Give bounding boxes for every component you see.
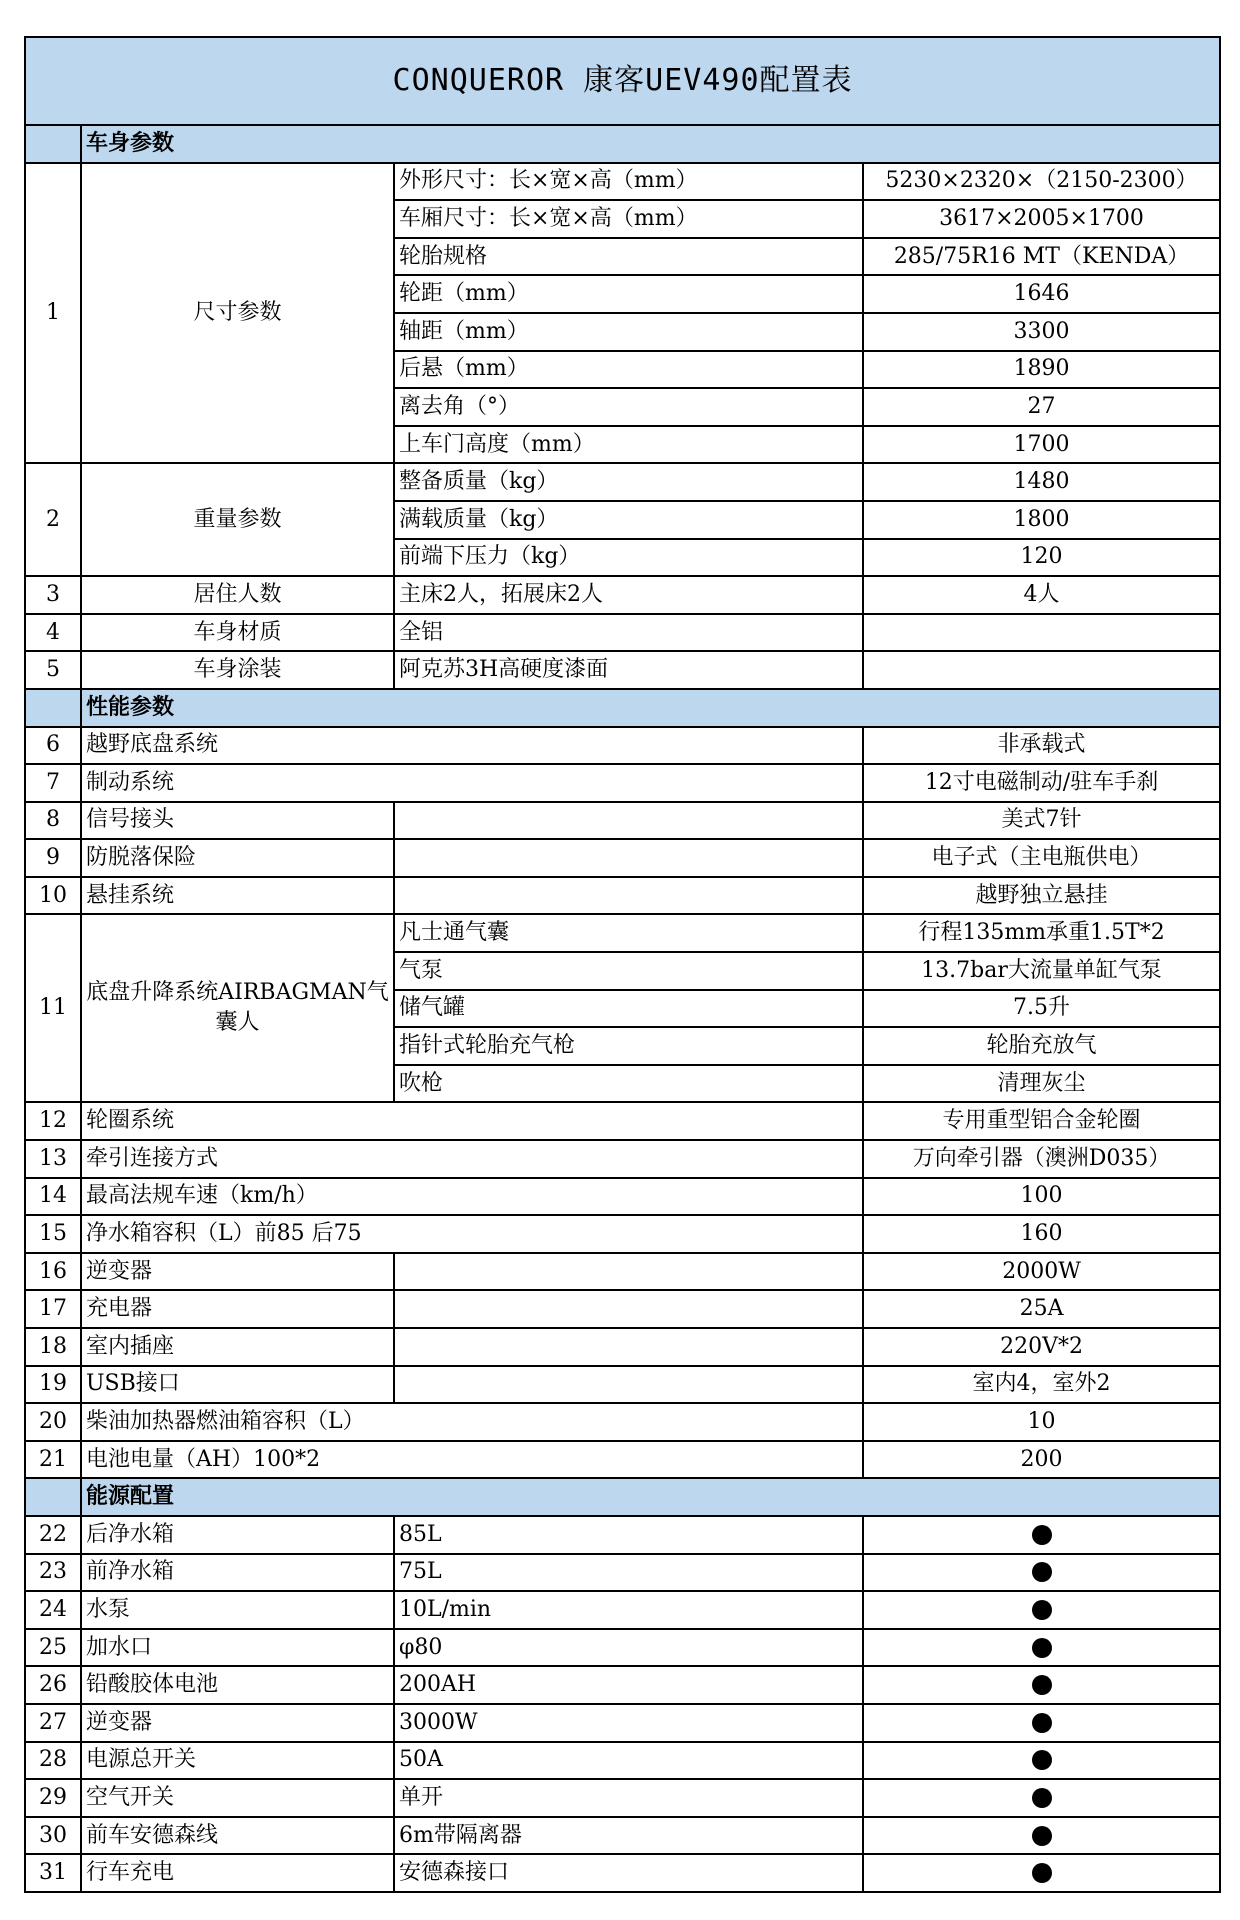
row-number: 19 bbox=[25, 1366, 81, 1404]
row-name: 车身材质 bbox=[81, 614, 394, 652]
param-name: 外形尺寸：长×宽×高（mm） bbox=[394, 163, 863, 201]
param-value: 13.7bar大流量单缸气泵 bbox=[863, 952, 1220, 990]
row-spec bbox=[394, 1253, 863, 1291]
row-spec: 6m带隔离器 bbox=[394, 1817, 863, 1855]
row-value: 25A bbox=[863, 1290, 1220, 1328]
row-number: 10 bbox=[25, 877, 81, 915]
param-name: 轮距（mm） bbox=[394, 275, 863, 313]
param-name: 指针式轮胎充气枪 bbox=[394, 1027, 863, 1065]
included-dot bbox=[863, 1817, 1220, 1855]
page-title: CONQUEROR 康客UEV490配置表 bbox=[25, 37, 1220, 125]
row-name: 制动系统 bbox=[81, 764, 863, 802]
performance-row bbox=[25, 1366, 1220, 1404]
param-name: 整备质量（kg） bbox=[394, 463, 863, 501]
row-name: 充电器 bbox=[81, 1290, 394, 1328]
param-name: 气泵 bbox=[394, 952, 863, 990]
param-value: 1890 bbox=[863, 351, 1220, 389]
row-number: 8 bbox=[25, 802, 81, 840]
included-dot-icon bbox=[1032, 1525, 1052, 1545]
included-dot-icon bbox=[1032, 1562, 1052, 1582]
row-number: 11 bbox=[25, 914, 81, 1102]
included-dot bbox=[863, 1742, 1220, 1780]
row-number: 24 bbox=[25, 1591, 81, 1629]
row-name: 前车安德森线 bbox=[81, 1817, 394, 1855]
included-dot bbox=[863, 1629, 1220, 1667]
performance-row bbox=[25, 764, 1220, 802]
row-number: 4 bbox=[25, 614, 81, 652]
row-number: 9 bbox=[25, 839, 81, 877]
row-number: 27 bbox=[25, 1704, 81, 1742]
row-value bbox=[863, 614, 1220, 652]
row-number: 14 bbox=[25, 1178, 81, 1216]
row-number: 20 bbox=[25, 1403, 81, 1441]
param-name: 凡士通气囊 bbox=[394, 914, 863, 952]
row-name: 最高法规车速（km/h） bbox=[81, 1178, 863, 1216]
energy-row bbox=[25, 1666, 1220, 1704]
performance-row bbox=[25, 1140, 1220, 1178]
param-value: 7.5升 bbox=[863, 990, 1220, 1028]
param-value: 行程135mm承重1.5T*2 bbox=[863, 914, 1220, 952]
param-value: 3300 bbox=[863, 313, 1220, 351]
param-value: 1646 bbox=[863, 275, 1220, 313]
performance-row bbox=[25, 877, 1220, 915]
row-value: 室内4，室外2 bbox=[863, 1366, 1220, 1404]
param-name: 前端下压力（kg） bbox=[394, 539, 863, 577]
section-row bbox=[25, 125, 1220, 163]
param-name: 轮胎规格 bbox=[394, 238, 863, 276]
row-value: 专用重型铝合金轮圈 bbox=[863, 1102, 1220, 1140]
section-index-cell bbox=[25, 1478, 81, 1516]
row-name: USB接口 bbox=[81, 1366, 394, 1404]
row-name: 逆变器 bbox=[81, 1253, 394, 1291]
performance-row bbox=[25, 1328, 1220, 1366]
size-group-row bbox=[25, 163, 1220, 201]
param-name: 储气罐 bbox=[394, 990, 863, 1028]
performance-row bbox=[25, 1215, 1220, 1253]
row-name: 居住人数 bbox=[81, 576, 394, 614]
included-dot bbox=[863, 1666, 1220, 1704]
row-spec: 3000W bbox=[394, 1704, 863, 1742]
param-name: 满载质量（kg） bbox=[394, 501, 863, 539]
row-name: 加水口 bbox=[81, 1629, 394, 1667]
row-name: 悬挂系统 bbox=[81, 877, 394, 915]
row-spec: 200AH bbox=[394, 1666, 863, 1704]
row-number: 17 bbox=[25, 1290, 81, 1328]
weight-group-row bbox=[25, 463, 1220, 501]
row-spec bbox=[394, 1290, 863, 1328]
row-name: 电池电量（AH）100*2 bbox=[81, 1441, 863, 1479]
row-number: 3 bbox=[25, 576, 81, 614]
energy-row bbox=[25, 1704, 1220, 1742]
row-name: 柴油加热器燃油箱容积（L） bbox=[81, 1403, 863, 1441]
row-detail: 全铝 bbox=[394, 614, 863, 652]
section-title: 性能参数 bbox=[81, 689, 1220, 727]
row-number: 25 bbox=[25, 1629, 81, 1667]
param-value: 120 bbox=[863, 539, 1220, 577]
row-number: 1 bbox=[25, 163, 81, 464]
energy-row bbox=[25, 1629, 1220, 1667]
row-spec: 10L/min bbox=[394, 1591, 863, 1629]
param-value: 285/75R16 MT（KENDA） bbox=[863, 238, 1220, 276]
included-dot-icon bbox=[1032, 1826, 1052, 1846]
energy-row bbox=[25, 1854, 1220, 1892]
included-dot-icon bbox=[1032, 1638, 1052, 1658]
row-spec: 安德森接口 bbox=[394, 1854, 863, 1892]
param-value: 1800 bbox=[863, 501, 1220, 539]
param-value: 轮胎充放气 bbox=[863, 1027, 1220, 1065]
included-dot bbox=[863, 1704, 1220, 1742]
body-row bbox=[25, 651, 1220, 689]
row-name: 防脱落保险 bbox=[81, 839, 394, 877]
row-detail: 阿克苏3H高硬度漆面 bbox=[394, 651, 863, 689]
row-value: 10 bbox=[863, 1403, 1220, 1441]
performance-row bbox=[25, 802, 1220, 840]
row-spec: 85L bbox=[394, 1516, 863, 1554]
row-value: 2000W bbox=[863, 1253, 1220, 1291]
row-number: 13 bbox=[25, 1140, 81, 1178]
row-spec: 75L bbox=[394, 1554, 863, 1592]
performance-row bbox=[25, 1403, 1220, 1441]
row-value: 220V*2 bbox=[863, 1328, 1220, 1366]
row-name: 行车充电 bbox=[81, 1854, 394, 1892]
energy-row bbox=[25, 1817, 1220, 1855]
section-index-cell bbox=[25, 689, 81, 727]
row-number: 21 bbox=[25, 1441, 81, 1479]
included-dot-icon bbox=[1032, 1750, 1052, 1770]
param-name: 离去角（°） bbox=[394, 388, 863, 426]
row-name: 逆变器 bbox=[81, 1704, 394, 1742]
row-name: 越野底盘系统 bbox=[81, 727, 863, 765]
energy-row bbox=[25, 1742, 1220, 1780]
size-group-label: 尺寸参数 bbox=[81, 163, 394, 464]
row-name: 信号接头 bbox=[81, 802, 394, 840]
row-name: 牵引连接方式 bbox=[81, 1140, 863, 1178]
performance-row bbox=[25, 1441, 1220, 1479]
row-spec: 单开 bbox=[394, 1779, 863, 1817]
row-name: 室内插座 bbox=[81, 1328, 394, 1366]
energy-row bbox=[25, 1591, 1220, 1629]
included-dot bbox=[863, 1554, 1220, 1592]
row-value: 电子式（主电瓶供电） bbox=[863, 839, 1220, 877]
body-row bbox=[25, 614, 1220, 652]
row-value: 非承载式 bbox=[863, 727, 1220, 765]
param-name: 后悬（mm） bbox=[394, 351, 863, 389]
row-spec bbox=[394, 802, 863, 840]
row-number: 2 bbox=[25, 463, 81, 576]
row-spec: φ80 bbox=[394, 1629, 863, 1667]
row-number: 15 bbox=[25, 1215, 81, 1253]
param-value: 3617×2005×1700 bbox=[863, 200, 1220, 238]
row-value: 100 bbox=[863, 1178, 1220, 1216]
weight-group-label: 重量参数 bbox=[81, 463, 394, 576]
row-value: 160 bbox=[863, 1215, 1220, 1253]
param-value: 1700 bbox=[863, 426, 1220, 464]
row-number: 23 bbox=[25, 1554, 81, 1592]
row-name: 电源总开关 bbox=[81, 1742, 394, 1780]
row-name: 水泵 bbox=[81, 1591, 394, 1629]
row-number: 7 bbox=[25, 764, 81, 802]
config-table bbox=[24, 36, 1221, 1893]
row-number: 16 bbox=[25, 1253, 81, 1291]
row-value: 越野独立悬挂 bbox=[863, 877, 1220, 915]
row-spec bbox=[394, 877, 863, 915]
row-value: 4人 bbox=[863, 576, 1220, 614]
param-value: 清理灰尘 bbox=[863, 1065, 1220, 1103]
param-value: 5230×2320×（2150-2300） bbox=[863, 163, 1220, 201]
included-dot bbox=[863, 1591, 1220, 1629]
section-row bbox=[25, 689, 1220, 727]
row-detail: 主床2人，拓展床2人 bbox=[394, 576, 863, 614]
row-number: 26 bbox=[25, 1666, 81, 1704]
param-name: 轴距（mm） bbox=[394, 313, 863, 351]
airbag-group-row bbox=[25, 914, 1220, 952]
row-name: 空气开关 bbox=[81, 1779, 394, 1817]
row-name: 车身涂装 bbox=[81, 651, 394, 689]
row-name: 净水箱容积（L）前85 后75 bbox=[81, 1215, 863, 1253]
section-row bbox=[25, 1478, 1220, 1516]
param-value: 27 bbox=[863, 388, 1220, 426]
performance-row bbox=[25, 727, 1220, 765]
performance-row bbox=[25, 1102, 1220, 1140]
included-dot-icon bbox=[1032, 1675, 1052, 1695]
row-value: 200 bbox=[863, 1441, 1220, 1479]
param-name: 吹枪 bbox=[394, 1065, 863, 1103]
included-dot-icon bbox=[1032, 1713, 1052, 1733]
included-dot-icon bbox=[1032, 1863, 1052, 1883]
row-number: 28 bbox=[25, 1742, 81, 1780]
row-name: 铅酸胶体电池 bbox=[81, 1666, 394, 1704]
included-dot-icon bbox=[1032, 1788, 1052, 1808]
row-number: 30 bbox=[25, 1817, 81, 1855]
included-dot-icon bbox=[1032, 1600, 1052, 1620]
section-title: 车身参数 bbox=[81, 125, 1220, 163]
row-number: 12 bbox=[25, 1102, 81, 1140]
section-index-cell bbox=[25, 125, 81, 163]
row-number: 22 bbox=[25, 1516, 81, 1554]
performance-row bbox=[25, 1290, 1220, 1328]
row-number: 18 bbox=[25, 1328, 81, 1366]
row-name: 前净水箱 bbox=[81, 1554, 394, 1592]
section-title: 能源配置 bbox=[81, 1478, 1220, 1516]
row-spec bbox=[394, 1328, 863, 1366]
param-value: 1480 bbox=[863, 463, 1220, 501]
param-name: 车厢尺寸：长×宽×高（mm） bbox=[394, 200, 863, 238]
row-number: 5 bbox=[25, 651, 81, 689]
included-dot bbox=[863, 1516, 1220, 1554]
row-number: 29 bbox=[25, 1779, 81, 1817]
energy-row bbox=[25, 1554, 1220, 1592]
row-name: 轮圈系统 bbox=[81, 1102, 863, 1140]
included-dot bbox=[863, 1854, 1220, 1892]
performance-row bbox=[25, 1178, 1220, 1216]
energy-row bbox=[25, 1779, 1220, 1817]
row-number: 31 bbox=[25, 1854, 81, 1892]
energy-row bbox=[25, 1516, 1220, 1554]
row-number: 6 bbox=[25, 727, 81, 765]
param-name: 上车门高度（mm） bbox=[394, 426, 863, 464]
row-value: 万向牵引器（澳洲D035） bbox=[863, 1140, 1220, 1178]
row-value: 12寸电磁制动/驻车手刹 bbox=[863, 764, 1220, 802]
row-name: 后净水箱 bbox=[81, 1516, 394, 1554]
row-value bbox=[863, 651, 1220, 689]
performance-row bbox=[25, 839, 1220, 877]
title-row bbox=[25, 37, 1220, 125]
included-dot bbox=[863, 1779, 1220, 1817]
performance-row bbox=[25, 1253, 1220, 1291]
row-spec bbox=[394, 1366, 863, 1404]
row-spec bbox=[394, 839, 863, 877]
row-spec: 50A bbox=[394, 1742, 863, 1780]
row-value: 美式7针 bbox=[863, 802, 1220, 840]
body-row bbox=[25, 576, 1220, 614]
airbag-group-label: 底盘升降系统AIRBAGMAN气囊人 bbox=[81, 914, 394, 1102]
